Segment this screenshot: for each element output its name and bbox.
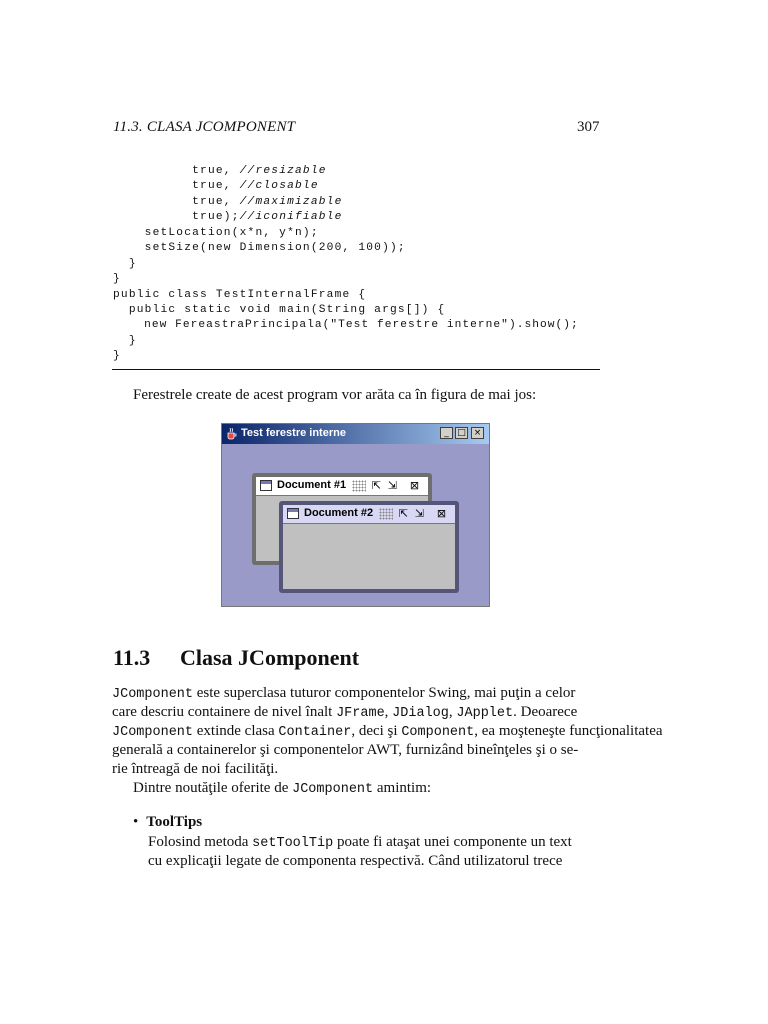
close-icon[interactable]: ⊠: [436, 507, 447, 520]
code-line: true);//iconifiable: [192, 211, 343, 223]
close-button[interactable]: ×: [471, 427, 484, 439]
code-line: public static void main(String args[]) {: [128, 304, 446, 316]
iconify-icon[interactable]: ⇱: [371, 479, 382, 492]
section-number: 11.3: [113, 645, 151, 670]
bullet-title: ToolTips: [146, 814, 203, 830]
internal-frame-document-2[interactable]: [279, 501, 459, 593]
window-title-bar: [222, 424, 489, 444]
internal-frame-title: Document #1: [277, 479, 347, 491]
paragraph-line: rie întreagă de noi facilităţi.: [112, 761, 279, 777]
paragraph-line: JComponent extinde clasa Container, deci şi Component, ea moşteneşte funcţionalitatea: [112, 723, 663, 740]
internal-frame-title-bar[interactable]: [283, 505, 455, 524]
running-header-section: 11.3. CLASA JCOMPONENT: [113, 119, 296, 135]
bullet-text-line: Folosind metoda setToolTip poate fi ataşat unei componente un text: [148, 834, 572, 851]
code-line: }: [113, 273, 121, 285]
code-line: setLocation(x*n, y*n);: [144, 227, 319, 239]
internal-frame-title: Document #2: [304, 507, 374, 519]
code-line: }: [128, 335, 137, 347]
figure-intro-text: Ferestrele create de acest program vor arăta ca în figura de mai jos:: [133, 387, 537, 403]
paragraph-line: generală a containerelor şi componentelor AWT, furnizând bineînţeles şi o se-: [112, 742, 579, 758]
bullet-tooltips: [133, 814, 202, 831]
code-end-rule: [112, 369, 600, 370]
section-heading: [113, 645, 359, 671]
code-line: new FereastraPrincipala("Test ferestre interne").show();: [144, 319, 579, 331]
page-number: 307: [577, 119, 600, 135]
code-line: true, //maximizable: [192, 196, 343, 208]
maximize-button[interactable]: □: [455, 427, 468, 439]
iconify-icon[interactable]: ⇱: [398, 507, 409, 520]
drag-handle[interactable]: [379, 508, 393, 520]
minimize-button[interactable]: _: [440, 427, 453, 439]
frame-icon: [260, 480, 272, 491]
paragraph-line: JComponent este superclasa tuturor componentelor Swing, mai puţin a celor: [112, 685, 576, 702]
code-line: }: [113, 350, 121, 362]
close-icon[interactable]: ⊠: [409, 479, 420, 492]
code-line: setSize(new Dimension(200, 100));: [144, 242, 406, 254]
section-title: Clasa JComponent: [180, 645, 360, 670]
code-line: }: [128, 258, 137, 270]
code-line: public class TestInternalFrame {: [113, 289, 367, 301]
swing-window-figure: [221, 423, 490, 607]
window-title: Test ferestre interne: [241, 427, 346, 439]
maximize-icon[interactable]: ⇲: [387, 479, 398, 492]
frame-icon: [287, 508, 299, 519]
code-line: true, //closable: [192, 180, 319, 192]
java-cup-icon: [226, 427, 238, 440]
paragraph-novelties: Dintre noutăţile oferite de JComponent amintim:: [133, 780, 432, 797]
code-line: true, //resizable: [192, 165, 327, 177]
drag-handle[interactable]: [352, 480, 366, 492]
paragraph-line: care descriu containere de nivel înalt JFrame, JDialog, JApplet. Deoarece: [112, 704, 578, 721]
maximize-icon[interactable]: ⇲: [414, 507, 425, 520]
bullet-marker: •: [133, 814, 139, 830]
internal-frame-title-bar[interactable]: [256, 477, 428, 496]
bullet-text-line: cu explicaţii legate de componenta respectivă. Când utilizatorul trece: [148, 853, 563, 869]
